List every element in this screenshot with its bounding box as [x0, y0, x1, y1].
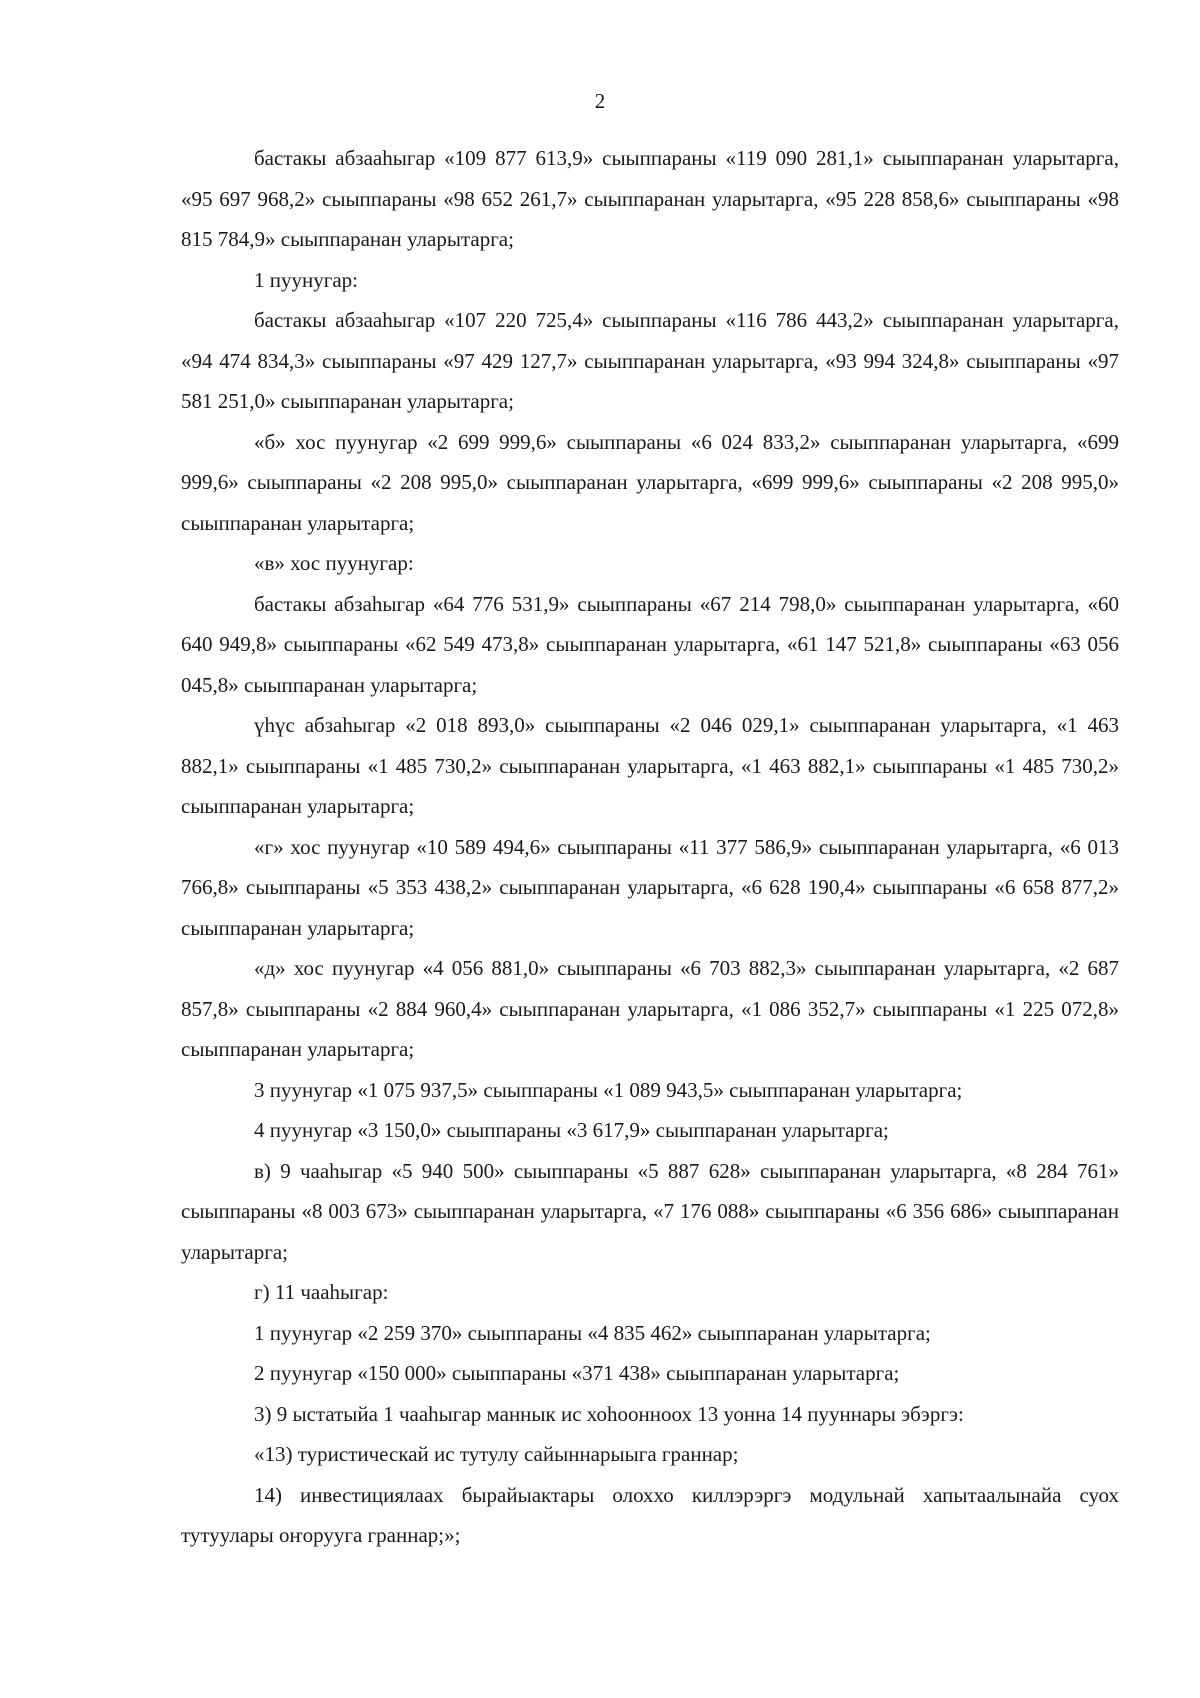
- paragraph-4: «б» хос пуунугар «2 699 999,6» сыыппараны «6 024 833,2» сыыппаранан уларытарга, «699 999,6» сыыппараны «2 208 995,0» сыыппаранан уларытарга, «699 999,6» сыыппараны «2 208 995,0» сыыппаранан уларытарга;: [181, 429, 1119, 535]
- paragraph-18: 14) инвестициялаах бырайыактары олоххо киллэрэргэ модульнай хапытаалынайа суох тутуулары оҥорууга граннар;»;: [181, 1482, 1119, 1547]
- paragraph-3: бастакы абзааһыгар «107 220 725,4» сыыппараны «116 786 443,2» сыыппаранан уларытарга, «94 474 834,3» сыыппараны «97 429 127,7» сыыппаранан уларытарга, «93 994 324,8» сыыппараны «97 581 251,0» сыыппаранан уларытарга;: [181, 308, 1119, 413]
- paragraph-8: «г» хос пуунугар «10 589 494,6» сыыппараны «11 377 586,9» сыыппаранан уларытарга, «6 013 766,8» сыыппараны «5 353 438,2» сыыппаранан уларытарга, «6 628 190,4» сыыппараны «6 658 877,2» сыыппаранан уларытарга;: [181, 834, 1119, 940]
- paragraph-15: 2 пуунугар «150 000» сыыппараны «371 438» сыыппаранан уларытарга;: [254, 1361, 900, 1385]
- paragraph-7: үһүс абзаһыгар «2 018 893,0» сыыппараны «2 046 029,1» сыыппаранан уларытарга, «1 463 882,1» сыыппараны «1 485 730,2» сыыппаранан уларытарга, «1 463 882,1» сыыппараны «1 485 730,2» сыыппаранан уларытарга;: [181, 713, 1119, 818]
- paragraph-17: «13) туристическай ис тутулу сайыннарыыга граннар;: [254, 1442, 739, 1466]
- paragraph-10: 3 пуунугар «1 075 937,5» сыыппараны «1 089 943,5» сыыппаранан уларытарга;: [254, 1077, 963, 1102]
- paragraph-13: г) 11 чааһыгар:: [254, 1280, 389, 1304]
- paragraph-11: 4 пуунугар «3 150,0» сыыппараны «3 617,9» сыыппаранан уларытарга;: [254, 1118, 889, 1142]
- document-body: [181, 138, 1119, 1556]
- paragraph-2: 1 пуунугар:: [254, 267, 358, 292]
- paragraph-5: «в» хос пуунугар:: [254, 551, 414, 575]
- paragraph-6: бастакы абзаһыгар «64 776 531,9» сыыппараны «67 214 798,0» сыыппаранан уларытарга, «60 640 949,8» сыыппараны «62 549 473,8» сыыппаранан уларытарга, «61 147 521,8» сыыппараны «63 056 045,8» сыыппаранан уларытарга;: [181, 591, 1119, 697]
- paragraph-1: бастакы абзааһыгар «109 877 613,9» сыыппараны «119 090 281,1» сыыппаранан уларытарга, «95 697 968,2» сыыппараны «98 652 261,7» сыыппаранан уларытарга, «95 228 858,6» сыыппараны «98 815 784,9» сыыппаранан уларытарга;: [181, 146, 1119, 251]
- paragraph-16: 3) 9 ыстатыйа 1 чааһыгар маннык ис хоһоонноох 13 уонна 14 пууннары эбэргэ:: [254, 1401, 964, 1426]
- paragraph-14: 1 пуунугар «2 259 370» сыыппараны «4 835 462» сыыппаранан уларытарга;: [254, 1320, 931, 1345]
- paragraph-12: в) 9 чааһыгар «5 940 500» сыыппараны «5 887 628» сыыппаранан уларытарга, «8 284 761» сыыппараны «8 003 673» сыыппаранан уларытарга, «7 176 088» сыыппараны «6 356 686» сыыппаранан уларытарга;: [181, 1158, 1119, 1264]
- paragraph-9: «д» хос пуунугар «4 056 881,0» сыыппараны «6 703 882,3» сыыппаранан уларытарга, «2 687 857,8» сыыппараны «2 884 960,4» сыыппаранан уларытарга, «1 086 352,7» сыыппараны «1 225 072,8» сыыппаранан уларытарга;: [181, 956, 1119, 1061]
- page-number: 2: [594, 89, 606, 113]
